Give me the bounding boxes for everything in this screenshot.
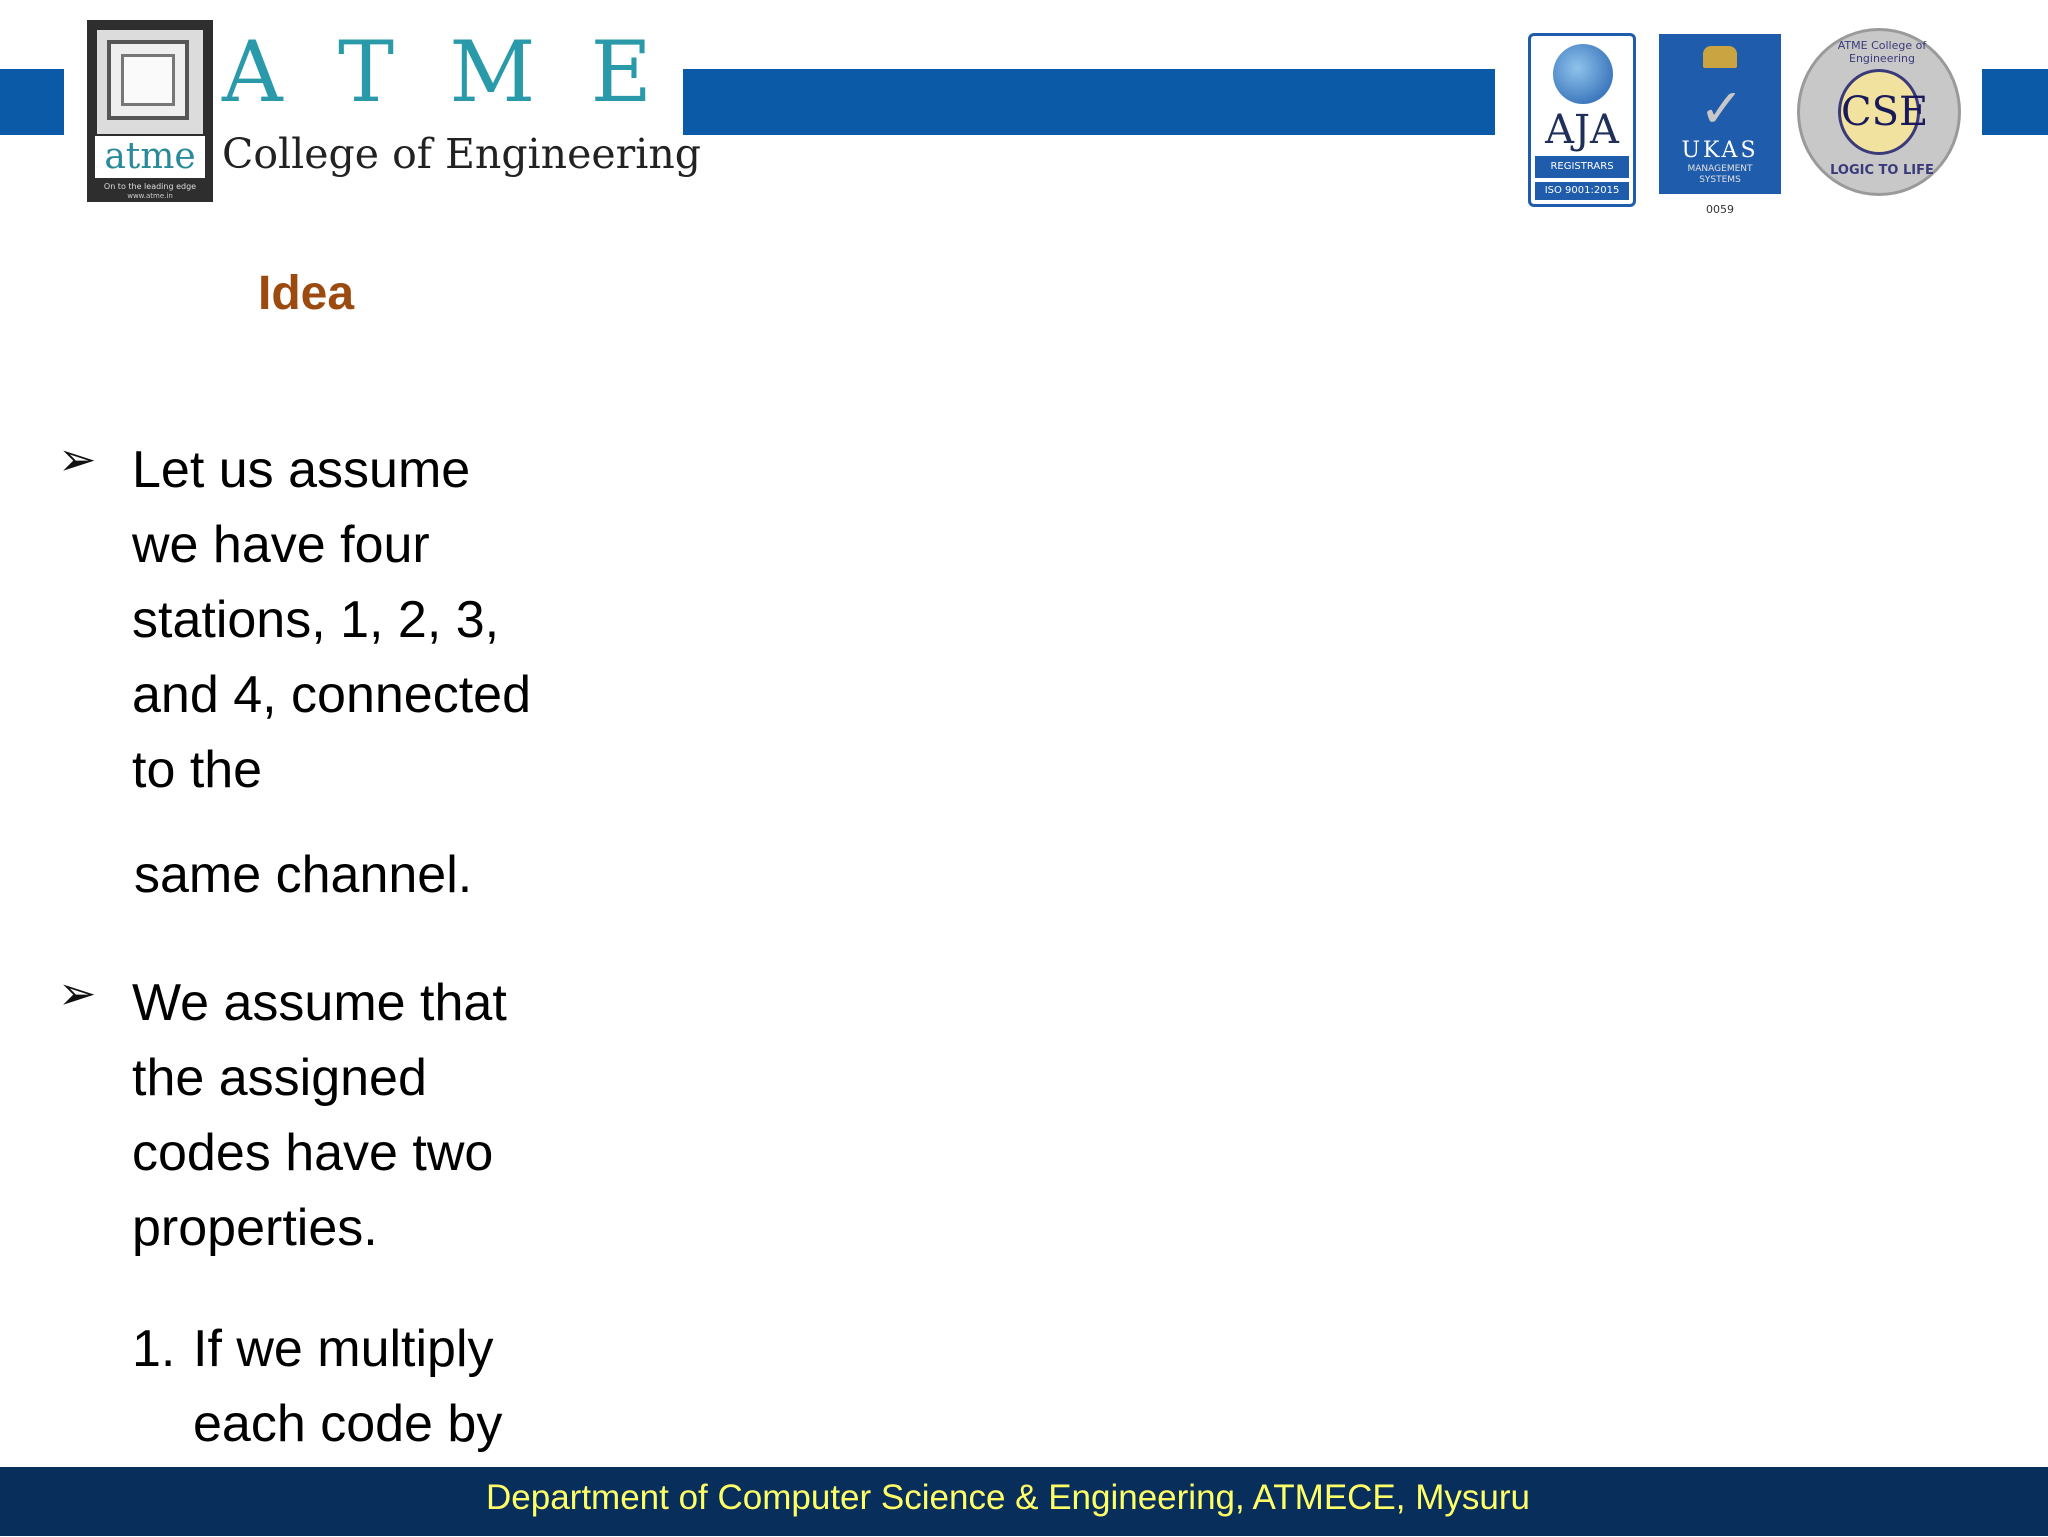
header-band-left (0, 69, 64, 135)
logo-square-inner (121, 54, 175, 106)
logo-word: atme (95, 136, 205, 178)
slide-title: Idea (258, 267, 355, 320)
point2-line: We assume that (132, 974, 507, 1032)
ukas-number: 0059 (1706, 203, 1734, 216)
ukas-line2: SYSTEMS (1699, 175, 1741, 185)
wordmark-letter-e: E (590, 23, 652, 121)
bullet-point-1 (132, 433, 592, 808)
aja-iso: ISO 9001:2015 (1535, 182, 1629, 200)
header-band-middle (683, 69, 1495, 135)
header-band-right (1982, 69, 2048, 135)
bullet-arrow-icon: ➢ (58, 432, 97, 486)
ukas-line1: MANAGEMENT (1687, 164, 1753, 174)
footer-text: Department of Computer Science & Engineering, ATMECE, Mysuru (486, 1478, 1530, 1517)
point1-line: stations, 1, 2, 3, (132, 591, 500, 649)
wordmark-letter-t: T (337, 23, 395, 121)
logo-tagline: On to the leading edge (103, 182, 197, 191)
logo-url: www.atme.in (127, 192, 173, 200)
cse-ring-bottom: LOGIC TO LIFE (1830, 163, 1934, 178)
point2-line: properties. (132, 1199, 378, 1257)
aja-registrars: REGISTRARS (1535, 156, 1629, 178)
cse-text: CSE (1838, 69, 1920, 155)
ukas-subtitle (1659, 164, 1781, 186)
point1-line: we have four (132, 516, 430, 574)
cse-ring-top: ATME College of Engineering (1837, 39, 1927, 65)
logo-emblem (97, 30, 203, 134)
point1-line: Let us assume (132, 441, 471, 499)
atme-logo (87, 20, 213, 202)
wordmark-letter-a: A (222, 23, 283, 121)
aja-text: AJA (1545, 107, 1619, 153)
check-icon: ✓ (1699, 77, 1745, 140)
globe-icon (1553, 44, 1613, 104)
bullet-point-2 (132, 966, 592, 1266)
point2-line: codes have two (132, 1124, 494, 1182)
point1-line: to the (132, 741, 263, 799)
atme-wordmark (222, 22, 652, 122)
point1-line: and 4, connected (132, 666, 531, 724)
point2-line: the assigned (132, 1049, 427, 1107)
bullet-arrow-icon: ➢ (58, 966, 97, 1020)
cse-seal (1797, 28, 1961, 196)
ukas-badge (1659, 34, 1781, 194)
wordmark-letter-m: M (449, 23, 536, 121)
item1-line: each code by (193, 1395, 503, 1453)
college-name: College of Engineering (222, 130, 701, 178)
item1-line: If we multiply (193, 1320, 494, 1378)
point1-tail: same channel. (134, 846, 473, 904)
aja-badge (1528, 33, 1636, 207)
list-item-number: 1. (132, 1320, 176, 1378)
crown-icon (1703, 46, 1737, 68)
ukas-text: UKAS (1681, 138, 1759, 163)
